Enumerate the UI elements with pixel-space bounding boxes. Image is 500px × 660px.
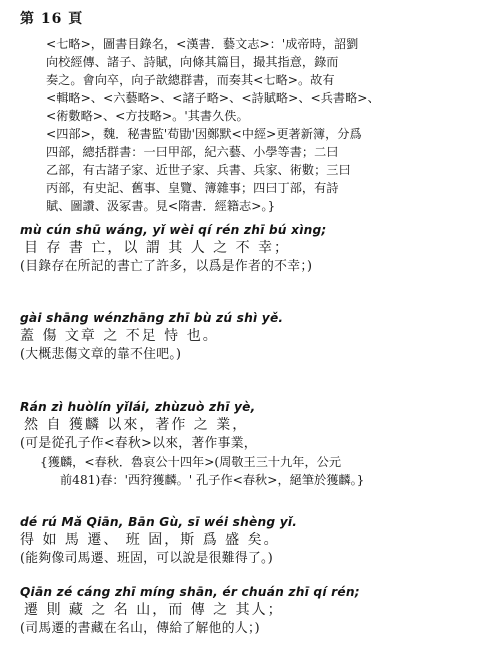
verse-entry-2 (20, 310, 485, 364)
note-line: 奏之。會向卒，向子歆總群書，而奏其<七略>。故有 (46, 73, 335, 87)
note-line: 乙部，有古諸子家、近世子家、兵書、兵家、術數；三曰 (46, 163, 351, 177)
verse-entry-3 (20, 399, 485, 489)
verse-entry-1 (20, 222, 485, 276)
chinese-line: 目 存 書 亡，以 謂 其 人 之 不 幸； (24, 240, 291, 256)
annotation-notes (46, 35, 486, 215)
note-line: 四部，總括群書：一曰甲部，紀六藝、小學等書；二曰 (46, 145, 339, 159)
pinyin-line: dé rú Mǎ Qiān, Bān Gù, sī wéi shèng yǐ. (20, 515, 298, 529)
page-number: 第 16 頁 (20, 11, 84, 27)
annotation-line: {獲麟，<春秋．魯哀公十四年>(周敬王三十九年，公元 (40, 455, 342, 469)
chinese-line: 蓋 傷 文章 之 不足 恃 也。 (20, 328, 219, 344)
translation-line: (能夠像司馬遷、班固，可以說是很難得了。) (20, 551, 274, 566)
note-line: <七略>，圖書目錄名，<漢書．藝文志>：'成帝時，詔劉 (46, 37, 359, 51)
pinyin-line: Rán zì huòlín yǐlái, zhùzuò zhī yè, (20, 400, 256, 414)
pinyin-line: Qiān zé cáng zhī míng shān, ér chuán zhī qí rén; (20, 585, 360, 599)
chinese-line: 遷 則 藏 之 名 山，而 傳 之 其人； (24, 602, 284, 618)
note-line: <術數略>、<方技略>。'其書久佚。 (46, 109, 249, 123)
pinyin-line: gài shāng wénzhāng zhī bù zú shì yě. (20, 311, 284, 325)
chinese-line: 然 自 獲麟 以來，著作 之 業， (24, 417, 249, 433)
translation-line: (可是從孔子作<春秋>以來，著作事業， (20, 436, 257, 451)
translation-line: (大概悲傷文章的靠不住吧。) (20, 347, 182, 362)
note-line: 向校經傳、諸子、詩賦，向條其篇目，撮其指意，錄而 (46, 55, 339, 69)
note-line: 丙部，有史記、舊事、皇覽、簿雜事；四曰丁部，有詩 (46, 181, 339, 195)
note-line: <四部>，魏．秘書監'荀勖'因鄭默<中經>更著新簿，分爲 (46, 127, 362, 141)
pinyin-line: mù cún shū wáng, yǐ wèi qí rén zhī bú xìng; (20, 223, 327, 237)
verse-entry-5 (20, 584, 485, 638)
note-line: <輯略>、<六藝略>、<諸子略>、<詩賦略>、<兵書略>、 (46, 91, 380, 105)
annotation-line: 前481)春：'西狩獲麟。' 孔子作<春秋>，絕筆於獲麟。} (60, 473, 365, 487)
translation-line: (司馬遷的書藏在名山，傳給了解他的人；) (20, 621, 260, 636)
verse-entry-4 (20, 514, 485, 568)
note-line: 賦、圖讚、汲冢書。見<隋書．經籍志>。} (46, 199, 276, 213)
translation-line: (目錄存在所記的書亡了許多，以爲是作者的不幸；) (20, 259, 313, 274)
chinese-line: 得 如 馬 遷、 班 固，斯 爲 盛 矣。 (20, 532, 280, 548)
